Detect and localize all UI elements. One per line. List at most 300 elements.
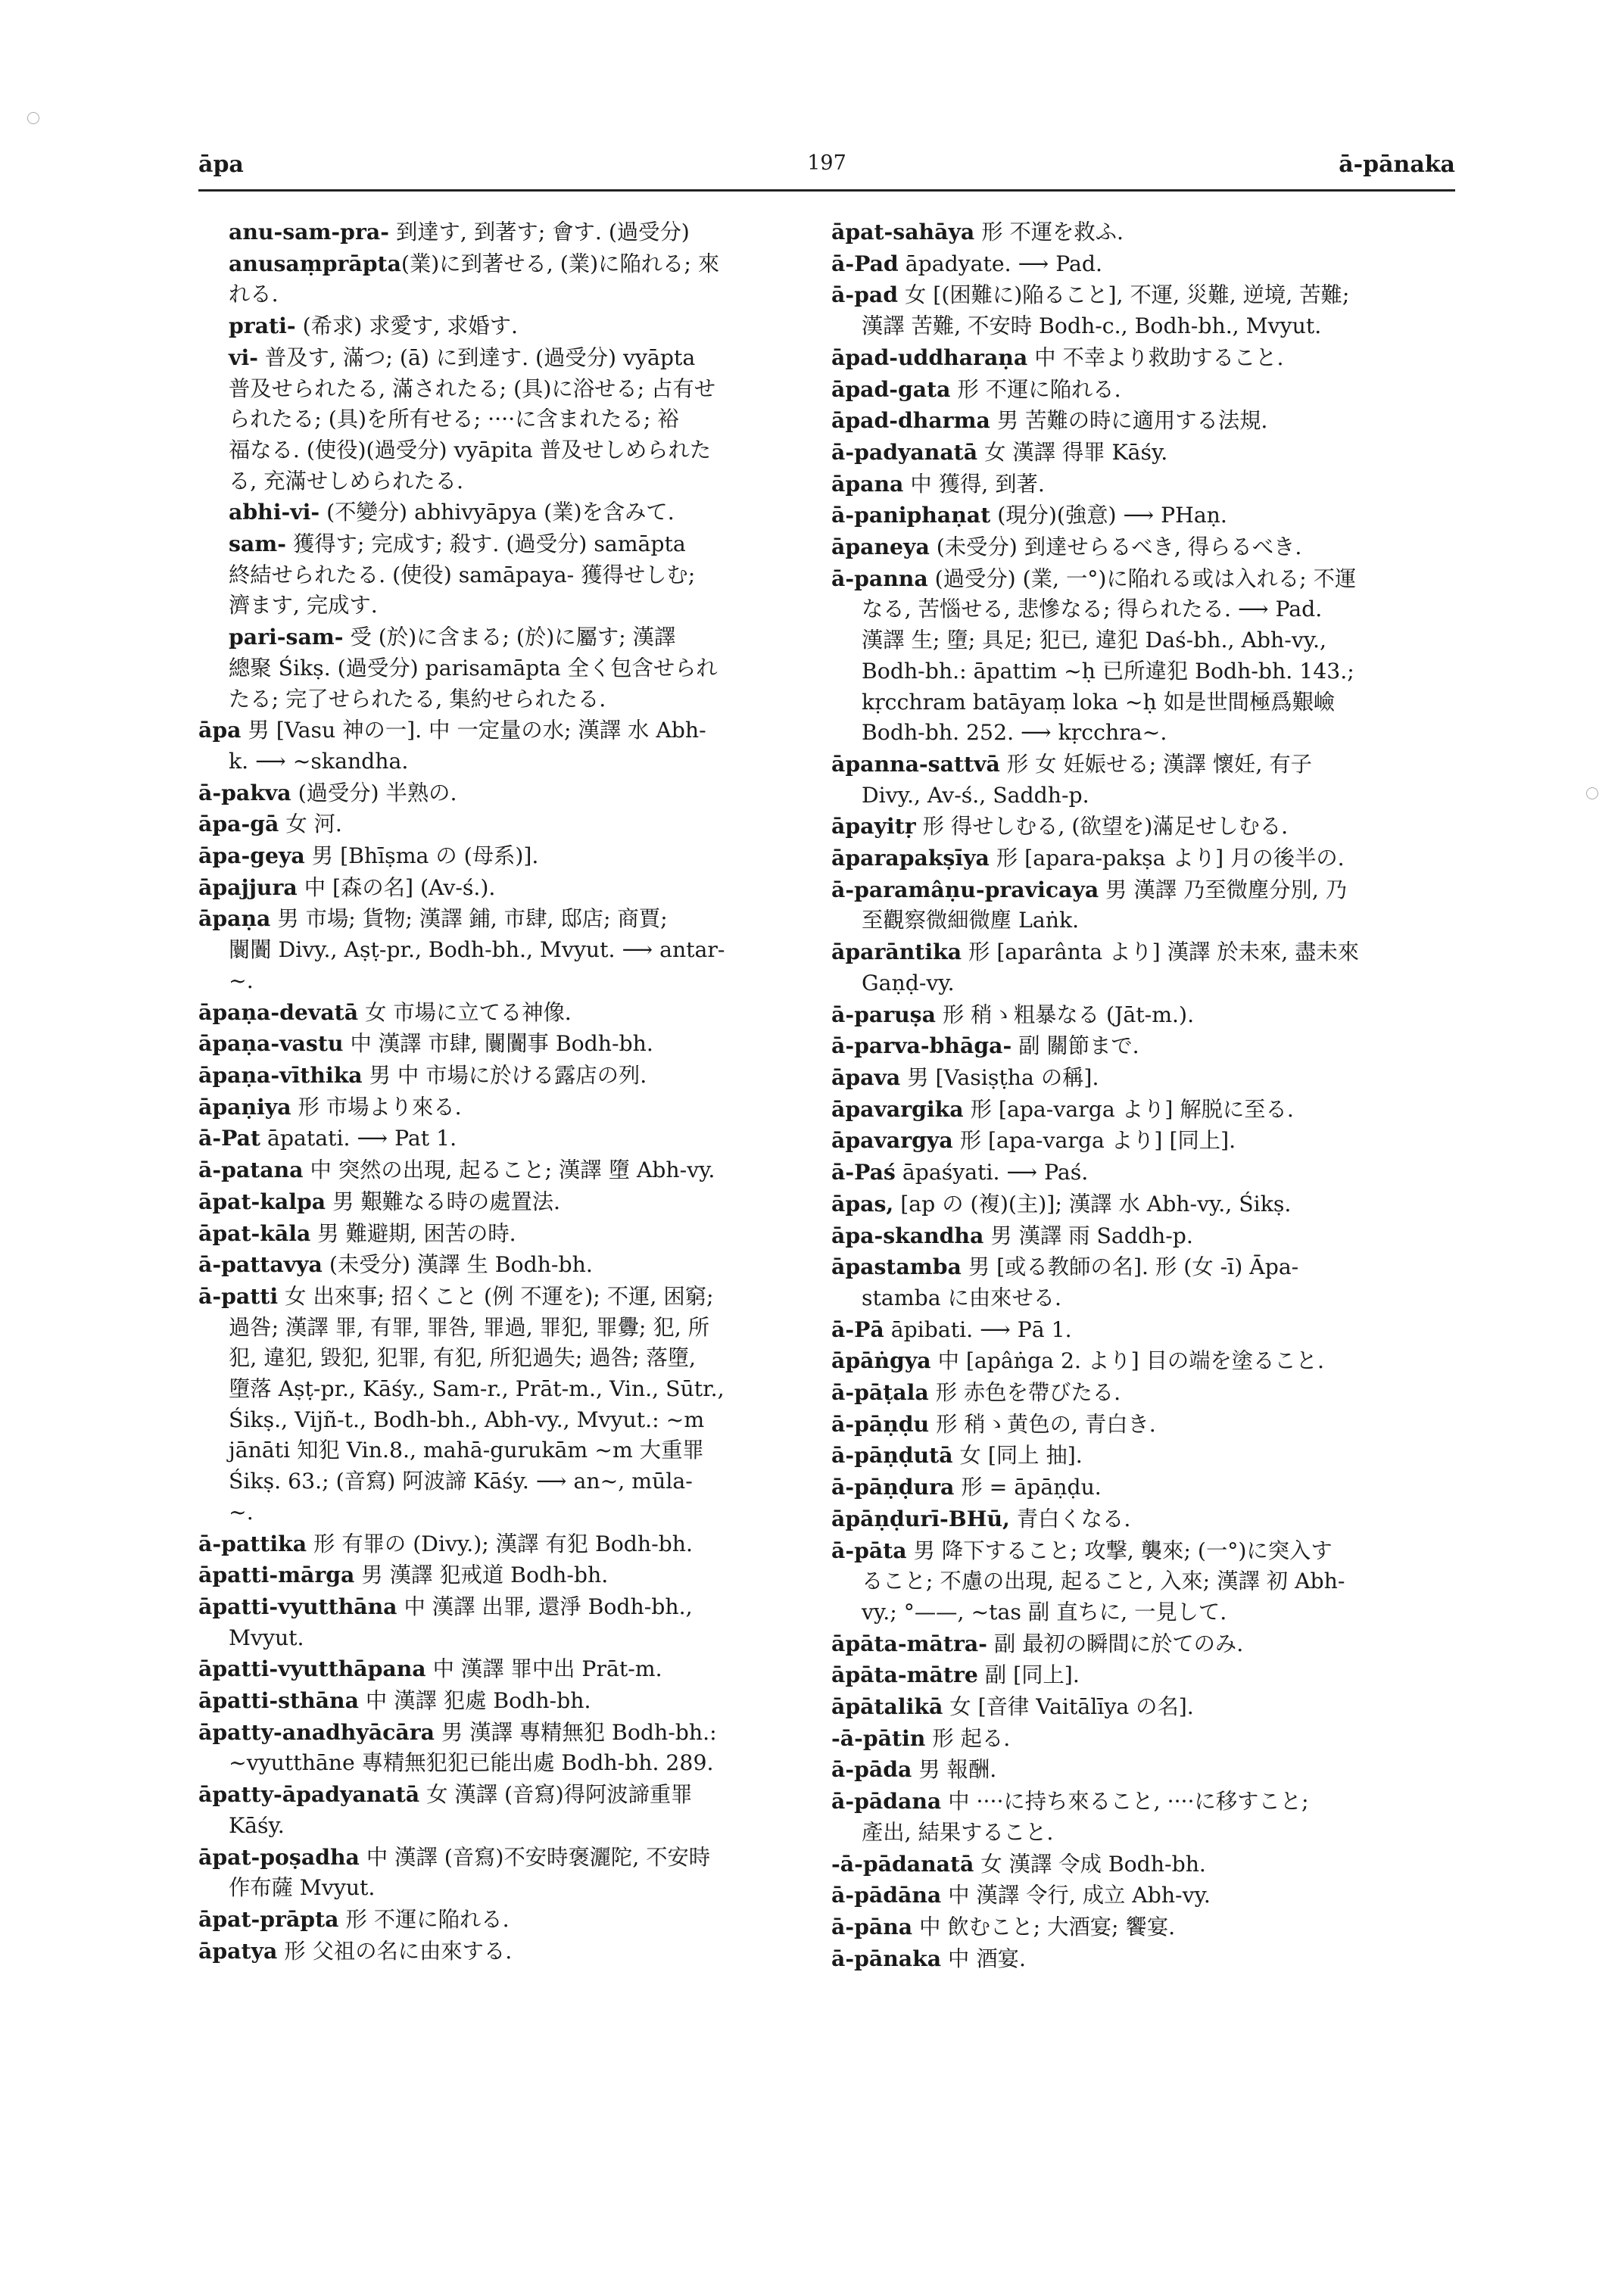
entry-definition: ~. [229,967,254,993]
entry-definition: 中 漢譯 犯處 Bodh-bh. [358,1688,591,1714]
dictionary-entry [198,1186,810,1218]
entry-definition: 中 獲得, 到著. [903,471,1045,497]
dictionary-entry [831,1880,1458,1911]
entry-headword: āpat-prāpta [198,1905,339,1932]
entry-headword: āpaṇa [198,905,271,932]
entry-headword: āpad-gata [831,375,951,402]
entry-definition: 女 漢譯 (音寫)得阿波諦重罪 [419,1782,693,1808]
entry-definition: jānāti 知犯 Vin.8., mahā-gurukām ~m 大重罪 [229,1438,704,1463]
entry-definition: 形 [apara-pakṣa より] 月の後半の. [989,846,1345,871]
entry-definition: 闤闠 Divy., Aṣṭ-pr., Bodh-bh., Mvyut. ⟶ antar- [229,937,725,963]
scan-mark [27,112,39,124]
entry-continuation-line [198,1466,810,1497]
entry-headword: ā-pakva [198,779,291,805]
dictionary-entry [831,279,1458,311]
entry-definition: 中 突然の出現, 起ること; 漢譯 墮 Abh-vy. [303,1157,715,1183]
dictionary-entry [831,874,1458,906]
entry-continuation-line [831,905,1458,936]
entry-headword: āpa-geya [198,843,305,869]
entry-definition: 男 降下すること; 攻撃, 襲來; (一°)に突入す [906,1537,1333,1563]
dictionary-entry [198,1559,810,1591]
dictionary-entry [831,1094,1458,1126]
entry-definition: ~vyutthāne 專精無犯犯已能出處 Bodh-bh. 289. [229,1750,714,1776]
dictionary-entry [831,500,1458,531]
dictionary-entry [831,1345,1458,1377]
page-number: 197 [807,151,846,175]
entry-continuation-line [198,966,810,997]
entry-headword: āpa-gā [198,811,279,837]
dictionary-entry [831,1157,1458,1189]
entry-definition: 獲得す; 完成す; 殺す. (過受分) samāpta [285,531,686,557]
entry-definition: 作布薩 Mvyut. [229,1875,376,1901]
entry-definition: 至觀察微細微塵 Laṅk. [862,908,1080,933]
dictionary-entry [198,1281,810,1313]
entry-continuation-line [198,684,810,715]
entry-headword: ā-paramâṇu-pravicaya [831,876,1099,902]
dictionary-entry [831,749,1458,780]
entry-definition: 犯, 違犯, 毀犯, 犯罪, 有犯, 所犯過失; 過咎; 落墮, [229,1345,697,1371]
entry-headword: vi- [229,344,258,370]
entry-continuation-line [831,718,1458,749]
entry-definition: 副 最初の瞬間に於てのみ. [987,1631,1244,1656]
entry-continuation-line [831,656,1458,687]
entry-continuation-line [198,1313,810,1344]
dictionary-entry [198,1779,810,1811]
entry-headword: ā-pāna [831,1913,913,1939]
dictionary-entry [831,1125,1458,1157]
dictionary-entry [198,1092,810,1123]
entry-headword: ā-Pad [831,250,899,276]
dictionary-entry [198,777,810,809]
dictionary-entry [831,469,1458,500]
entry-definition: (未受分) 漢譯 生 Bodh-bh. [322,1252,593,1278]
entry-definition: 男 中 市場に於ける露店の列. [362,1062,647,1088]
entry-headword: -ā-pādanatā [831,1850,974,1877]
entry-definition: 副 [同上]. [977,1662,1080,1688]
dictionary-entry [198,1218,810,1250]
dictionary-entry [831,1030,1458,1062]
dictionary-entry [198,1154,810,1186]
entry-definition: 形 稍ゝ粗暴なる (Jāt-m.). [935,1002,1195,1027]
dictionary-entry [198,1936,810,1967]
entry-continuation-line [198,374,810,405]
entry-definition: られたる; (具)を所有せる; ····に含まれたる; 裕 [229,407,679,432]
entry-definition: 女 [同上 抽]. [952,1443,1083,1469]
entry-definition: 女 漢譯 得罪 Kāśy. [977,439,1168,465]
entry-continuation-line [831,968,1458,999]
entry-continuation-line [198,1497,810,1528]
entry-definition: 女 出來事; 招くこと (例 不運を); 不運, 困窮; [278,1283,714,1309]
entry-definition: 中 漢譯 (音寫)不安時褒灑陀, 不安時 [359,1844,711,1870]
dictionary-entry [198,1060,810,1092]
entry-headword: -ā-pātin [831,1724,926,1751]
dictionary-entry [198,1249,810,1281]
dictionary-entry [831,999,1458,1031]
entry-definition: 副 關節まで. [1011,1033,1139,1059]
entry-definition: 漢譯 生; 墮; 具足; 犯已, 違犯 Daś-bh., Abh-vy., [862,628,1327,653]
entry-headword: sam- [229,531,286,557]
entry-continuation-line [198,404,810,435]
entry-definition: (希求) 求愛す, 求婚す. [295,313,519,339]
dictionary-entry [831,1062,1458,1094]
entry-definition: 形 [apa-varga より] 解脱に至る. [963,1096,1294,1122]
dictionary-entry [831,405,1458,437]
dictionary-entry [831,811,1458,843]
dictionary-entry [198,997,810,1029]
entry-continuation-line [198,466,810,497]
entry-continuation-line [198,279,810,310]
entry-definition: 青白くなる. [1009,1506,1131,1531]
dictionary-entry [831,1628,1458,1660]
entry-definition: 形 不運を救ふ. [974,220,1124,245]
entry-headword: āpātalikā [831,1693,943,1720]
entry-definition: Bodh-bh.: āpattim ~ḥ 已所違犯 Bodh-bh. 143.; [862,658,1354,684]
dictionary-entry [831,936,1458,968]
dictionary-entry [198,1717,810,1749]
entry-definition: 墮落 Aṣṭ-pr., Kāśy., Sam-r., Prāt-m., Vin., Sūtr., [229,1376,725,1402]
entry-headword: ā-parva-bhāga- [831,1033,1012,1059]
dictionary-entry [831,1409,1458,1441]
entry-continuation-line [831,687,1458,718]
entry-headword: āpatti-mārga [198,1562,355,1588]
entry-headword: āpat-kalpa [198,1188,326,1214]
entry-definition: 形 不運に陥れる. [950,376,1121,402]
entry-definition: 男 市場; 貨物; 漢譯 鋪, 市肆, 邸店; 商賈; [270,906,668,932]
entry-headword: ā-Pā [831,1316,884,1342]
entry-headword: ā-pāṇḍu [831,1410,930,1437]
entry-headword: anusaṃprāpta [229,250,401,276]
entry-headword: abhi-vi- [229,499,320,525]
dictionary-entry [198,903,810,935]
entry-headword: ā-patti [198,1282,279,1309]
entry-definition: Śikṣ., Vijñ-t., Bodh-bh., Abh-vy., Mvyut.: ~m [229,1407,705,1432]
entry-continuation-line [831,1597,1458,1628]
entry-headword: anu-sam-pra- [229,219,389,245]
dictionary-entry [831,843,1458,874]
dictionary-entry [198,342,810,374]
entry-headword: āpastamba [831,1254,962,1280]
dictionary-entry [198,497,810,528]
dictionary-entry [831,342,1458,374]
dictionary-entry [831,1659,1458,1691]
entry-definition: 男 漢譯 犯戒道 Bodh-bh. [354,1562,609,1588]
entry-headword: ā-paruṣa [831,1001,936,1027]
dictionary-entry [198,840,810,872]
entry-continuation-line [198,746,810,777]
entry-headword: āpat-sahāya [831,219,975,245]
dictionary-entry [831,1220,1458,1252]
dictionary-entry [831,248,1458,280]
dictionary-entry [198,1842,810,1874]
right-running-head: ā-pānaka [1339,151,1455,178]
dictionary-entry [831,1723,1458,1755]
entry-headword: āpāta-mātra- [831,1630,987,1656]
dictionary-entry [198,217,810,248]
entry-definition: 形 稍ゝ黄色の, 青白き. [929,1411,1156,1437]
page-header [198,151,1455,186]
entry-definition: 女 漢譯 令成 Bodh-bh. [974,1851,1206,1877]
entry-definition: 中 ····に持ち來ること, ····に移すこと; [941,1789,1309,1815]
dictionary-entry [198,808,810,840]
left-running-head: āpa [198,151,244,178]
entry-headword: āpaṇiya [198,1093,291,1120]
entry-definition: 男 [或る教師の名]. 形 (女 -ī) Āpa- [961,1254,1299,1280]
entry-continuation-line [198,935,810,966]
entry-definition: 形 起る. [925,1725,1011,1751]
dictionary-entry [831,1440,1458,1472]
entry-definition: 中 [apâṅga 2. より] 目の端を塗ること. [930,1348,1324,1374]
entry-definition: 男 漢譯 雨 Saddh-p. [983,1223,1193,1248]
entry-definition: なる, 苦惱せる, 悲慘なる; 得られたる. ⟶ Pad. [862,597,1323,622]
entry-continuation-line [831,1818,1458,1849]
entry-definition: 男 報酬. [912,1757,997,1783]
dictionary-entry [831,1911,1458,1943]
entry-headword: āpaṇa-vastu [198,1030,344,1057]
entry-headword: āpavargika [831,1095,964,1122]
entry-definition: 中 漢譯 市肆, 闤闠事 Bodh-bh. [343,1031,653,1057]
entry-headword: āpad-uddharaṇa [831,344,1028,370]
entry-headword: āpatty-anadhyācāra [198,1718,435,1745]
entry-headword: ā-pattika [198,1530,307,1556]
dictionary-entry [198,715,810,746]
entry-headword: āparapakṣīya [831,845,990,871]
entry-definition: Gaṇḍ-vy. [862,970,955,995]
entry-continuation-line [831,780,1458,812]
entry-headword: āpāṅgya [831,1347,931,1374]
entry-definition: 產出, 結果すること. [862,1819,1054,1845]
entry-definition: Bodh-bh. 252. ⟶ kṛcchra~. [862,720,1167,746]
dictionary-entry [831,1943,1458,1975]
entry-definition: 形 = āpāṇḍu. [954,1475,1102,1500]
dictionary-entry [198,1028,810,1060]
entry-definition: 男 漢譯 乃至微塵分別, 乃 [1099,877,1348,902]
entry-continuation-line [198,1405,810,1436]
dictionary-entry [831,1377,1458,1409]
entry-definition: āpadyate. ⟶ Pad. [898,251,1102,276]
entry-continuation-line [198,653,810,684]
entry-continuation-line [198,1748,810,1779]
header-rule [198,189,1455,192]
entry-headword: ā-pad [831,282,898,308]
entry-definition: (過受分) (業, 一°)に陥れる或は入れる; 不運 [927,565,1357,591]
entry-headword: āpatti-sthāna [198,1687,359,1714]
entry-headword: ā-pāda [831,1756,912,1783]
entry-headword: ā-pāṭala [831,1379,929,1406]
right-column [831,217,1458,1974]
entry-continuation-line [198,1374,810,1405]
entry-definition: 形 不運に陥れる. [338,1906,510,1932]
entry-headword: ā-pānaka [831,1945,942,1971]
entry-continuation-line [831,311,1458,342]
entry-definition: 濟ます, 完成す. [229,593,378,618]
entry-headword: āpat-poṣadha [198,1843,360,1870]
entry-headword: āpanna-sattvā [831,750,1000,777]
dictionary-entry [831,1754,1458,1786]
entry-definition: vy.; °——, ~tas 副 直ちに, 一見して. [862,1599,1227,1625]
dictionary-entry [198,248,810,280]
entry-definition: (業)に到著せる, (業)に陥れる; 來 [401,251,720,276]
entry-definition: k. ⟶ ~skandha. [229,748,409,774]
entry-headword: ā-Paś [831,1159,896,1185]
entry-continuation-line [198,1435,810,1466]
dictionary-entry [831,437,1458,469]
dictionary-entry [831,374,1458,406]
entry-headword: āpatti-vyutthāpana [198,1656,426,1682]
entry-definition: たる; 完了せられたる, 集約せられたる. [229,686,606,712]
entry-continuation-line [198,590,810,622]
entry-continuation-line [831,625,1458,656]
entry-definition: 中 不幸より救助すること. [1027,344,1284,370]
entry-definition: 男 難避期, 困苦の時. [310,1220,516,1246]
entry-headword: ā-pādana [831,1788,942,1815]
dictionary-entry [831,1849,1458,1880]
entry-definition: Divy., Av-ś., Saddh-p. [862,782,1089,808]
dictionary-entry [198,622,810,653]
entry-definition: (現分)(強意) ⟶ PHaṇ. [990,503,1227,528]
entry-definition: āpaśyati. ⟶ Paś. [895,1160,1089,1185]
entry-definition: 中 [森の名] (Av-ś.). [297,874,496,900]
entry-definition: Kāśy. [229,1812,285,1838]
dictionary-entry [198,310,810,342]
entry-definition: (過受分) 半熟の. [291,780,457,805]
entry-definition: 漢譯 苦難, 不安時 Bodh-c., Bodh-bh., Mvyut. [862,313,1322,339]
entry-headword: ā-patana [198,1157,304,1183]
entry-definition: 形 市場より來る. [291,1094,462,1120]
entry-definition: ること; 不慮の出現, 起ること, 入來; 漢譯 初 Abh- [862,1569,1345,1594]
dictionary-entry [831,1314,1458,1346]
entry-headword: ā-pāṇḍutā [831,1442,953,1469]
entry-headword: āpatti-vyutthāna [198,1593,397,1619]
entry-continuation-line [831,594,1458,625]
entry-headword: ā-panna [831,565,928,591]
entry-continuation-line [198,1873,810,1904]
entry-definition: 形 赤色を帶びたる. [928,1380,1121,1406]
entry-definition: 到達す, 到著す; 會す. (過受分) [388,220,690,245]
dictionary-entry [198,1123,810,1154]
entry-headword: āparāntika [831,939,962,965]
dictionary-entry [831,1691,1458,1723]
dictionary-entry [198,1685,810,1717]
entry-headword: āpad-dharma [831,407,990,434]
entry-headword: āpāṇḍurī-BHū, [831,1505,1010,1531]
entry-definition: āpatati. ⟶ Pat 1. [260,1126,457,1151]
entry-headword: āpaneya [831,534,930,560]
entry-definition: 普及せられたる, 滿されたる; (具)に浴せる; 占有せ [229,375,716,401]
entry-headword: āpas, [831,1190,894,1217]
entry-definition: stamba に由來せる. [862,1285,1062,1310]
entry-definition: 中 漢譯 罪中出 Prāt-m. [425,1656,662,1682]
entry-headword: āpava [831,1064,901,1090]
entry-continuation-line [831,1283,1458,1314]
entry-continuation-line [198,1811,810,1842]
entry-definition: 終結せられたる. (使役) samāpaya- 獲得せしむ; [229,562,696,587]
entry-definition: 普及す, 滿つ; (ā) に到達す. (過受分) vyāpta [257,344,696,370]
entry-continuation-line [198,560,810,591]
entry-definition: āpibati. ⟶ Pā 1. [884,1316,1072,1342]
entry-definition: 男 苦難の時に適用する法規. [990,408,1268,434]
entry-definition: 男 [Vasiṣṭha の稱]. [900,1064,1099,1090]
entry-definition: 男 艱難なる時の處置法. [326,1189,561,1214]
entry-definition: 女 河. [279,812,342,837]
entry-headword: prati- [229,313,296,339]
dictionary-entry [198,1653,810,1685]
entry-continuation-line [831,1566,1458,1597]
dictionary-entry [198,1591,810,1623]
entry-headword: āpa-skandha [831,1222,984,1248]
entry-definition: れる. [229,282,279,307]
entry-definition: (不變分) abhivyāpya (業)を含みて. [320,500,675,525]
dictionary-entry [831,531,1458,563]
entry-continuation-line [198,1623,810,1654]
entry-headword: āpat-kāla [198,1220,311,1246]
entry-definition: 男 漢譯 專精無犯 Bodh-bh.: [434,1719,717,1745]
entry-definition: 中 漢譯 出罪, 還淨 Bodh-bh., [397,1594,693,1619]
entry-definition: る, 充滿せしめられたる. [229,468,463,494]
entry-headword: āpana [831,470,904,497]
dictionary-entry [831,563,1458,595]
entry-definition: 形 [apa-varga より] [同上]. [952,1128,1236,1154]
entry-definition: 中 酒宴. [941,1946,1026,1971]
dictionary-entry [198,872,810,904]
entry-headword: ā-paniphaṇat [831,502,991,528]
entry-definition: 福なる. (使役)(過受分) vyāpita 普及せしめられた [229,437,712,463]
dictionary-entry [198,1904,810,1936]
entry-headword: ā-pāṇḍura [831,1474,955,1500]
entry-definition: 女 [音律 Vaitālīya の名]. [943,1694,1194,1720]
entry-headword: ā-Pat [198,1125,261,1151]
entry-definition: 中 漢譯 令行, 成立 Abh-vy. [941,1883,1211,1908]
entry-definition: Mvyut. [229,1625,304,1650]
entry-definition: 形 女 妊娠せる; 漢譯 懷妊, 有子 [999,751,1312,777]
entry-headword: ā-padyanatā [831,438,978,465]
entry-definition: 過咎; 漢譯 罪, 有罪, 罪咎, 罪過, 罪犯, 罪釁; 犯, 所 [229,1314,710,1340]
entry-headword: āpaṇa-vīthika [198,1061,363,1088]
dictionary-entry [831,1503,1458,1535]
entry-headword: āpaṇa-devatā [198,999,359,1025]
entry-continuation-line [198,435,810,466]
entry-definition: 總聚 Śikṣ. (過受分) parisamāpta 全く包含せられ [229,655,718,681]
entry-headword: ā-pāta [831,1537,907,1563]
dictionary-entry [831,217,1458,248]
entry-definition: (未受分) 到達せらるべき, 得らるべき. [929,534,1302,560]
entry-definition: 男 [Bhīṣma の (母系)]. [304,843,539,869]
entry-definition: 受 (於)に含まる; (於)に屬す; 漢譯 [343,625,676,650]
entry-definition: 形 父祖の名に由來する. [277,1938,513,1964]
dictionary-entry [831,1189,1458,1220]
entry-definition: 中 飲むこと; 大酒宴; 饗宴. [912,1914,1176,1939]
dictionary-entry [831,1251,1458,1283]
entry-headword: āpayitṛ [831,813,916,840]
entry-headword: pari-sam- [229,624,344,650]
entry-definition: 形 有罪の (Divy.); 漢譯 有犯 Bodh-bh. [307,1531,694,1556]
dictionary-entry [831,1786,1458,1818]
entry-headword: āpajjura [198,874,298,900]
entry-headword: āpatya [198,1937,278,1964]
entry-definition: 形 [aparânta より] 漢譯 於未來, 盡未來 [962,939,1360,965]
dictionary-entry [831,1535,1458,1567]
dictionary-entry [198,1528,810,1560]
entry-definition: kṛcchram batāyaṃ loka ~ḥ 如是世間極爲艱嶮 [862,689,1336,715]
entry-headword: āpavargya [831,1127,953,1154]
entry-definition: 形 得せしむる, (欲望を)滿足せしむる. [915,814,1289,840]
entry-headword: ā-pādāna [831,1882,942,1908]
entry-definition: ~. [229,1499,254,1525]
entry-definition: Śikṣ. 63.; (音寫) 阿波諦 Kāśy. ⟶ an~, mūla- [229,1469,693,1494]
entry-definition: 男 [Vasu 神の一]. 中 一定量の水; 漢譯 水 Abh- [241,718,706,743]
dictionary-entry [198,528,810,560]
entry-definition: 女 市場に立てる神像. [358,999,572,1025]
scan-mark [1586,787,1598,799]
